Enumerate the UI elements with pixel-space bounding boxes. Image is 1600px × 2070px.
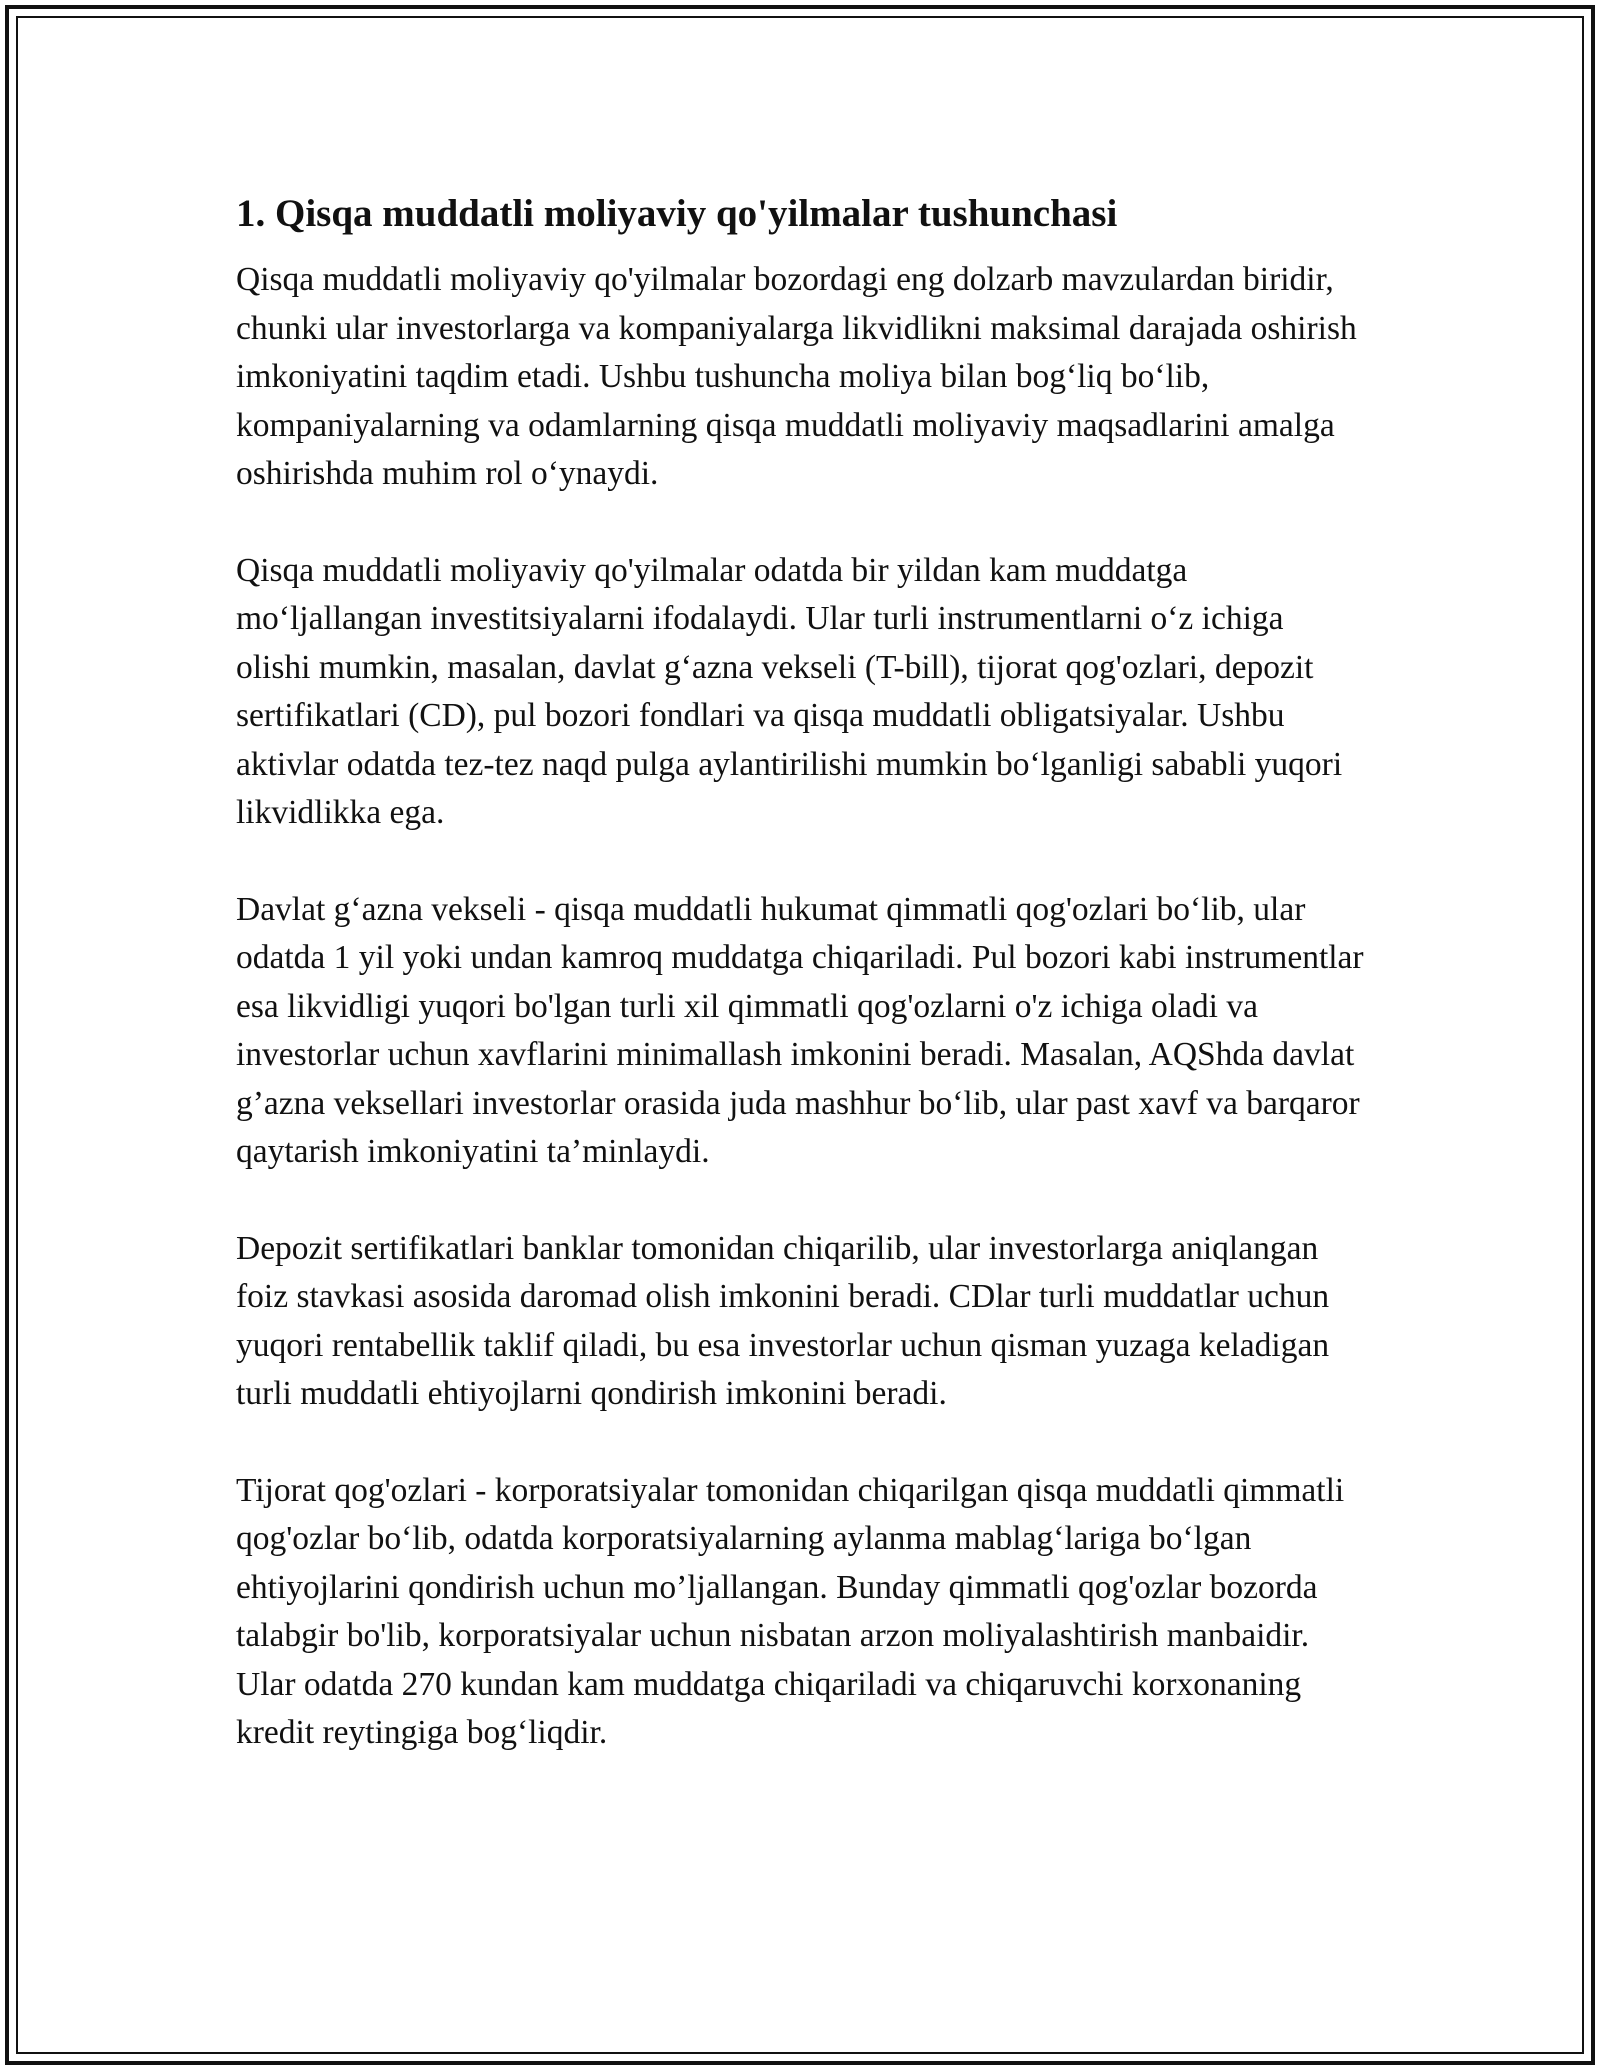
paragraph-definition: Qisqa muddatli moliyaviy qo'yilmalar odatda bir yildan kam muddatga mo‘ljallangan investitsiyalarni ifodalaydi. Ular turli instrumentlarni o‘z ichiga olishi mumkin, masalan, davlat g‘azna vekseli (T-bill), tijorat qog'ozlari, depozit sertifikatlari (CD), pul bozori fondlari va qisqa muddatli obligatsiyalar. Ushbu aktivlar odatda tez-tez naqd pulga aylantirilishi mumkin bo‘lganligi sababli yuqori likvidlikka ega. (236, 551, 1343, 831)
section-heading: 1. Qisqa muddatli moliyaviy qo'yilmalar tushunchasi (236, 192, 1118, 235)
document-body (236, 186, 1366, 1758)
paragraph-commercial-paper: Tijorat qog'ozlari - korporatsiyalar tomonidan chiqarilgan qisqa muddatli qimmatli qog'ozlar bo‘lib, odatda korporatsiyalarning aylanma mablag‘lariga bo‘lgan ehtiyojlarini qondirish uchun mo’ljallangan. Bunday qimmatli qog'ozlar bozorda talabgir bo'lib, korporatsiyalar uchun nisbatan arzon moliyalashtirish manbaidir. Ular odatda 270 kundan kam muddatga chiqariladi va chiqaruvchi korxonaning kredit reytingiga bog‘liqdir. (236, 1471, 1345, 1751)
paragraph-deposit-certificates: Depozit sertifikatlari banklar tomonidan chiqarilib, ular investorlarga aniqlangan foiz stavkasi asosida daromad olish imkonini beradi. CDlar turli muddatlar uchun yuqori rentabellik taklif qiladi, bu esa investorlar uchun qisman yuzaga keladigan turli muddatli ehtiyojlarni qondirish imkonini beradi. (236, 1229, 1330, 1412)
paragraph-treasury-bills: Davlat g‘azna vekseli - qisqa muddatli hukumat qimmatli qog'ozlari bo‘lib, ular odatda 1 yil yoki undan kamroq muddatga chiqariladi. Pul bozori kabi instrumentlar esa likvidligi yuqori bo'lgan turli xil qimmatli qog'ozlarni o'z ichiga oladi va investorlar uchun xavflarini minimallash imkonini beradi. Masalan, AQShda davlat g’azna veksellari investorlar orasida juda mashhur bo‘lib, ular past xavf va barqaror qaytarish imkoniyatini ta’minlaydi. (236, 890, 1364, 1170)
paragraph-intro: Qisqa muddatli moliyaviy qo'yilmalar bozordagi eng dolzarb mavzulardan biridir, chunki ular investorlarga va kompaniyalarga likvidlikni maksimal darajada oshirish imkoniyatini taqdim etadi. Ushbu tushuncha moliya bilan bog‘liq bo‘lib, kompaniyalarning va odamlarning qisqa muddatli moliyaviy maqsadlarini amalga oshirishda muhim rol o‘ynaydi. (236, 261, 1357, 492)
